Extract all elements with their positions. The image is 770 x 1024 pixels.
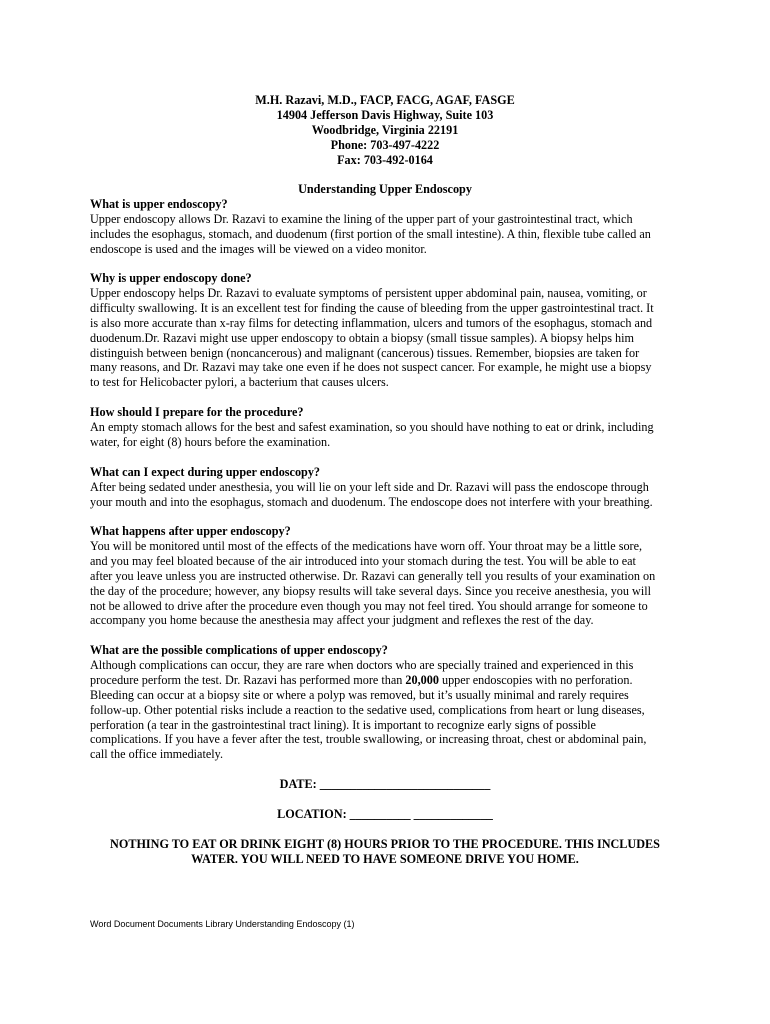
paragraph-line: Upper endoscopy helps Dr. Razavi to evaluate symptoms of persistent upper abdominal pain, nausea, vomiting, or bbox=[90, 285, 647, 300]
paragraph-line: water, for eight (8) hours before the examination. bbox=[90, 434, 331, 449]
section-prepare bbox=[90, 405, 690, 450]
address-line-1: 14904 Jefferson Davis Highway, Suite 103 bbox=[276, 108, 494, 122]
paragraph-line: endoscope is used and the images will be viewed on a video monitor. bbox=[90, 241, 427, 256]
paragraph-line: Upper endoscopy allows Dr. Razavi to examine the lining of the upper part of your gastrointestinal tract, which bbox=[90, 211, 633, 226]
paragraph-line: accompany you home because the anesthesia may affect your judgment and reflexes the rest of the day. bbox=[90, 613, 594, 628]
endoscopy-count: 20,000 bbox=[405, 672, 439, 687]
paragraph-line: after you leave unless you are instructed otherwise. Dr. Razavi can generally tell you results of your examination on bbox=[90, 568, 656, 583]
notice-line: WATER. YOU WILL NEED TO HAVE SOMEONE DRIVE YOU HOME. bbox=[191, 852, 579, 866]
section-heading: Why is upper endoscopy done? bbox=[90, 271, 252, 285]
location-field: LOCATION: __________ _____________ bbox=[277, 807, 493, 821]
phone-number: Phone: 703-497-4222 bbox=[330, 138, 440, 152]
paragraph-line bbox=[90, 673, 690, 688]
paragraph-line: An empty stomach allows for the best and safest examination, so you should have nothing to eat or drink, including bbox=[90, 419, 654, 434]
paragraph-line: many reasons, and Dr. Razavi may take one even if he does not suspect cancer. For example, he might use a biopsy bbox=[90, 360, 652, 375]
paragraph-line: to test for Helicobacter pylori, a bacterium that causes ulcers. bbox=[90, 375, 389, 390]
paragraph-line: is also more accurate than x-ray films for detecting inflammation, ulcers and tumors of the esophagus, stomach and bbox=[90, 315, 653, 330]
doctor-name: M.H. Razavi, M.D., FACP, FACG, AGAF, FASGE bbox=[255, 93, 515, 107]
paragraph-line: Although complications can occur, they are rare when doctors who are specially trained and experienced in this bbox=[90, 657, 634, 672]
paragraph-line: Bleeding can occur at a biopsy site or where a polyp was removed, but it’s usually minimal and rarely requires bbox=[90, 687, 629, 702]
paragraph-line: includes the esophagus, stomach, and duodenum (first portion of the small intestine). A thin, flexible tube called an bbox=[90, 226, 651, 241]
paragraph-line: your mouth and into the esophagus, stomach and duodenum. The endoscope does not interfere with your breathing. bbox=[90, 494, 653, 509]
paragraph-line: and you may feel bloated because of the air introduced into your stomach during the test. You will be able to eat bbox=[90, 553, 636, 568]
section-heading: What can I expect during upper endoscopy? bbox=[90, 465, 321, 479]
fax-number: Fax: 703-492-0164 bbox=[337, 153, 433, 167]
section-during bbox=[90, 465, 690, 510]
notice-line: NOTHING TO EAT OR DRINK EIGHT (8) HOURS PRIOR TO THE PROCEDURE. THIS INCLUDES bbox=[110, 837, 660, 851]
paragraph-line: You will be monitored until most of the effects of the medications have worn off. Your throat may be a little sore, bbox=[90, 538, 643, 553]
page-footer: Word Document Documents Library Understanding Endoscopy (1) bbox=[90, 919, 355, 929]
paragraph-line: distinguish between benign (noncancerous) and malignant (cancerous) tissues. Remember, biopsies are taken for bbox=[90, 345, 640, 360]
section-what-is bbox=[90, 197, 690, 257]
section-complications bbox=[90, 643, 690, 762]
line-text: upper endoscopies with no perforation. bbox=[438, 672, 633, 687]
letterhead bbox=[0, 93, 770, 168]
section-heading: What happens after upper endoscopy? bbox=[90, 524, 291, 538]
paragraph-line: follow-up. Other potential risks include a reaction to the sedative used, complications from heart or lung diseases, bbox=[90, 702, 645, 717]
date-field: DATE: ____________________________ bbox=[279, 777, 491, 791]
section-heading: What are the possible complications of upper endoscopy? bbox=[90, 643, 388, 657]
address-line-2: Woodbridge, Virginia 22191 bbox=[311, 123, 459, 137]
paragraph-line: complications. If you have a fever after the test, trouble swallowing, or increasing throat, chest or abdominal pain, bbox=[90, 732, 647, 747]
section-after bbox=[90, 524, 690, 628]
paragraph-line: After being sedated under anesthesia, you will lie on your left side and Dr. Razavi will pass the endoscope through bbox=[90, 479, 649, 494]
paragraph-line: duodenum.Dr. Razavi might use upper endoscopy to obtain a biopsy (small tissue samples). A biopsy helps him bbox=[90, 330, 634, 345]
section-why-done bbox=[90, 271, 690, 390]
paragraph-line: perforation (a tear in the gastrointestinal tract lining). It is important to recognize early signs of possible bbox=[90, 717, 596, 732]
paragraph-line: the day of the procedure; however, any biopsy results will take several days. Since you receive anesthesia, you will bbox=[90, 583, 651, 598]
line-text: procedure perform the test. Dr. Razavi has performed more than bbox=[90, 672, 406, 687]
document-title: Understanding Upper Endoscopy bbox=[298, 182, 472, 196]
paragraph-line: call the office immediately. bbox=[90, 747, 223, 762]
paragraph-line: difficulty swallowing. It is an excellent test for finding the cause of bleeding from the upper gastrointestinal tract. It bbox=[90, 300, 654, 315]
fasting-notice bbox=[0, 837, 770, 867]
section-heading: How should I prepare for the procedure? bbox=[90, 405, 304, 419]
section-heading: What is upper endoscopy? bbox=[90, 197, 228, 211]
paragraph-line: not be allowed to drive after the procedure even though you may not feel tired. You should arrange for someone to bbox=[90, 598, 648, 613]
